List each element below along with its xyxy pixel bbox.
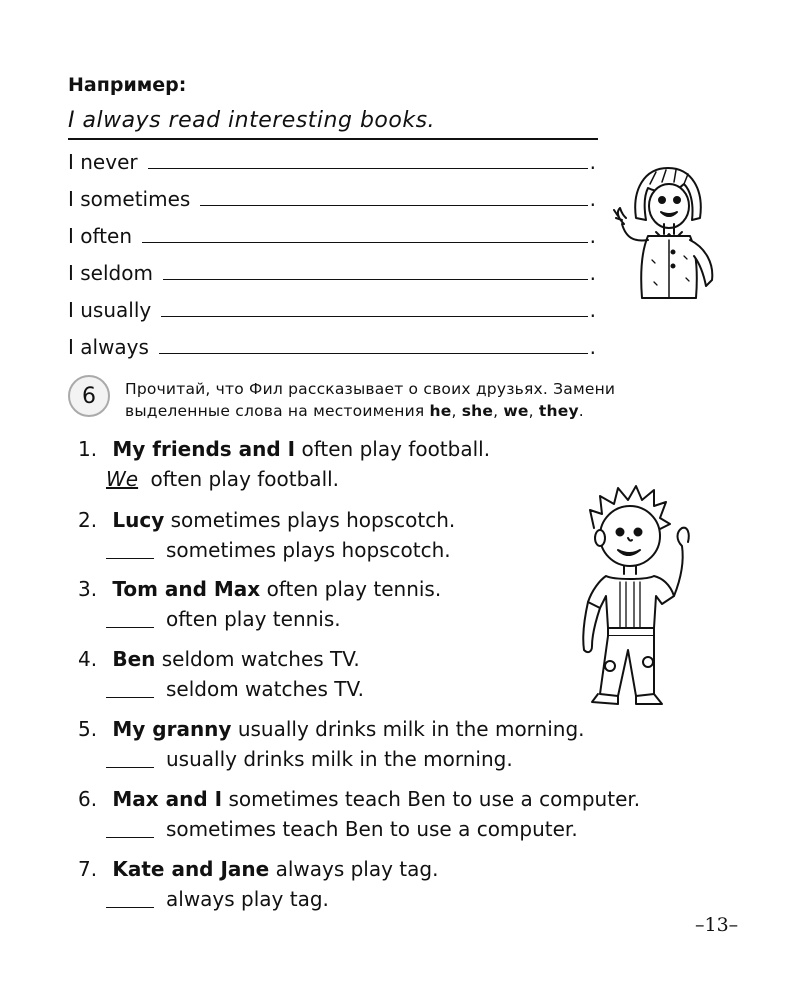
answer-blank[interactable]	[106, 540, 154, 559]
pronoun-we: we	[503, 402, 529, 420]
pronoun-he: he	[429, 402, 452, 420]
answer-rest: seldom watches TV.	[166, 677, 364, 701]
fill-row[interactable]	[68, 331, 596, 359]
fill-row[interactable]	[68, 257, 596, 285]
fill-row-blank[interactable]	[142, 226, 588, 243]
exercise-item	[78, 434, 718, 464]
fill-row-end: .	[589, 298, 596, 322]
fill-row-end: .	[589, 335, 596, 359]
fill-row-lead: I never	[68, 150, 138, 174]
answer-blank[interactable]	[106, 679, 154, 698]
answer-rest: usually drinks milk in the morning.	[166, 747, 513, 771]
item-subject: My granny	[112, 717, 232, 741]
item-subject: Tom and Max	[112, 577, 261, 601]
answer-blank[interactable]	[106, 749, 154, 768]
answer-rest: often play tennis.	[166, 607, 341, 631]
fill-row-blank[interactable]	[200, 189, 587, 206]
item-number: 3.	[78, 577, 98, 601]
item-number: 1.	[78, 437, 98, 461]
instruction-sep: ,	[493, 402, 499, 420]
fill-row-lead: I usually	[68, 298, 152, 322]
item-number: 5.	[78, 717, 98, 741]
answer-blank[interactable]	[106, 609, 154, 628]
exercise-item	[78, 784, 718, 814]
item-subject: My friends and I	[112, 437, 296, 461]
item-rest: usually drinks milk in the morning.	[237, 717, 585, 741]
item-subject: Kate and Jane	[112, 857, 270, 881]
instruction-sep: ,	[451, 402, 457, 420]
exercise-answer	[106, 814, 706, 844]
pronoun-she: she	[461, 402, 494, 420]
example-label: Например:	[68, 74, 187, 96]
girl-illustration	[604, 160, 734, 308]
exercise-item	[78, 854, 718, 884]
instruction-sep: ,	[528, 402, 534, 420]
exercise-answer	[106, 884, 706, 914]
item-number: 4.	[78, 647, 98, 671]
item-rest: sometimes plays hopscotch.	[170, 508, 456, 532]
task-number-badge: 6	[68, 375, 110, 417]
item-subject: Ben	[112, 647, 156, 671]
fill-row[interactable]	[68, 294, 596, 322]
fill-row-blank[interactable]	[161, 300, 587, 317]
fill-row[interactable]	[68, 183, 596, 211]
fill-row-end: .	[589, 261, 596, 285]
fill-row-lead: I always	[68, 335, 149, 359]
example-line	[68, 108, 598, 140]
fill-row-end: .	[589, 150, 596, 174]
fill-row[interactable]	[68, 220, 596, 248]
fill-row-end: .	[589, 224, 596, 248]
item-answer: We	[106, 467, 139, 491]
item-subject: Lucy	[112, 508, 165, 532]
exercise-answer	[106, 744, 706, 774]
answer-blank[interactable]	[106, 819, 154, 838]
answer-blank[interactable]	[106, 889, 154, 908]
fill-row-lead: I sometimes	[68, 187, 191, 211]
exercise-item	[78, 714, 718, 744]
page-number: –13–	[695, 914, 739, 936]
answer-rest: always play tag.	[166, 887, 329, 911]
boy-illustration	[570, 480, 700, 710]
pronoun-they: they	[538, 402, 579, 420]
item-rest: seldom watches TV.	[161, 647, 360, 671]
instruction-text: Прочитай, что Фил рассказывает о своих друзьях. Замени выделенные слова на местоимения	[125, 380, 616, 420]
instruction-end: .	[578, 402, 584, 420]
answer-rest: often play football.	[150, 467, 340, 491]
fill-row-lead: I seldom	[68, 261, 153, 285]
fill-row-blank[interactable]	[163, 263, 588, 280]
item-rest: often play football.	[301, 437, 491, 461]
fill-row-end: .	[589, 187, 596, 211]
item-subject: Max and I	[112, 787, 223, 811]
task-instruction	[125, 378, 715, 422]
fill-row-blank[interactable]	[159, 337, 588, 354]
item-number: 6.	[78, 787, 98, 811]
item-number: 7.	[78, 857, 98, 881]
item-rest: sometimes teach Ben to use a computer.	[228, 787, 641, 811]
fill-row[interactable]	[68, 146, 596, 174]
answer-rest: sometimes teach Ben to use a computer.	[166, 817, 578, 841]
item-number: 2.	[78, 508, 98, 532]
example-text: I always read interesting books.	[68, 108, 436, 133]
item-rest: often play tennis.	[266, 577, 442, 601]
fill-row-lead: I often	[68, 224, 133, 248]
item-rest: always play tag.	[275, 857, 439, 881]
answer-rest: sometimes plays hopscotch.	[166, 538, 451, 562]
fill-row-blank[interactable]	[148, 152, 588, 169]
